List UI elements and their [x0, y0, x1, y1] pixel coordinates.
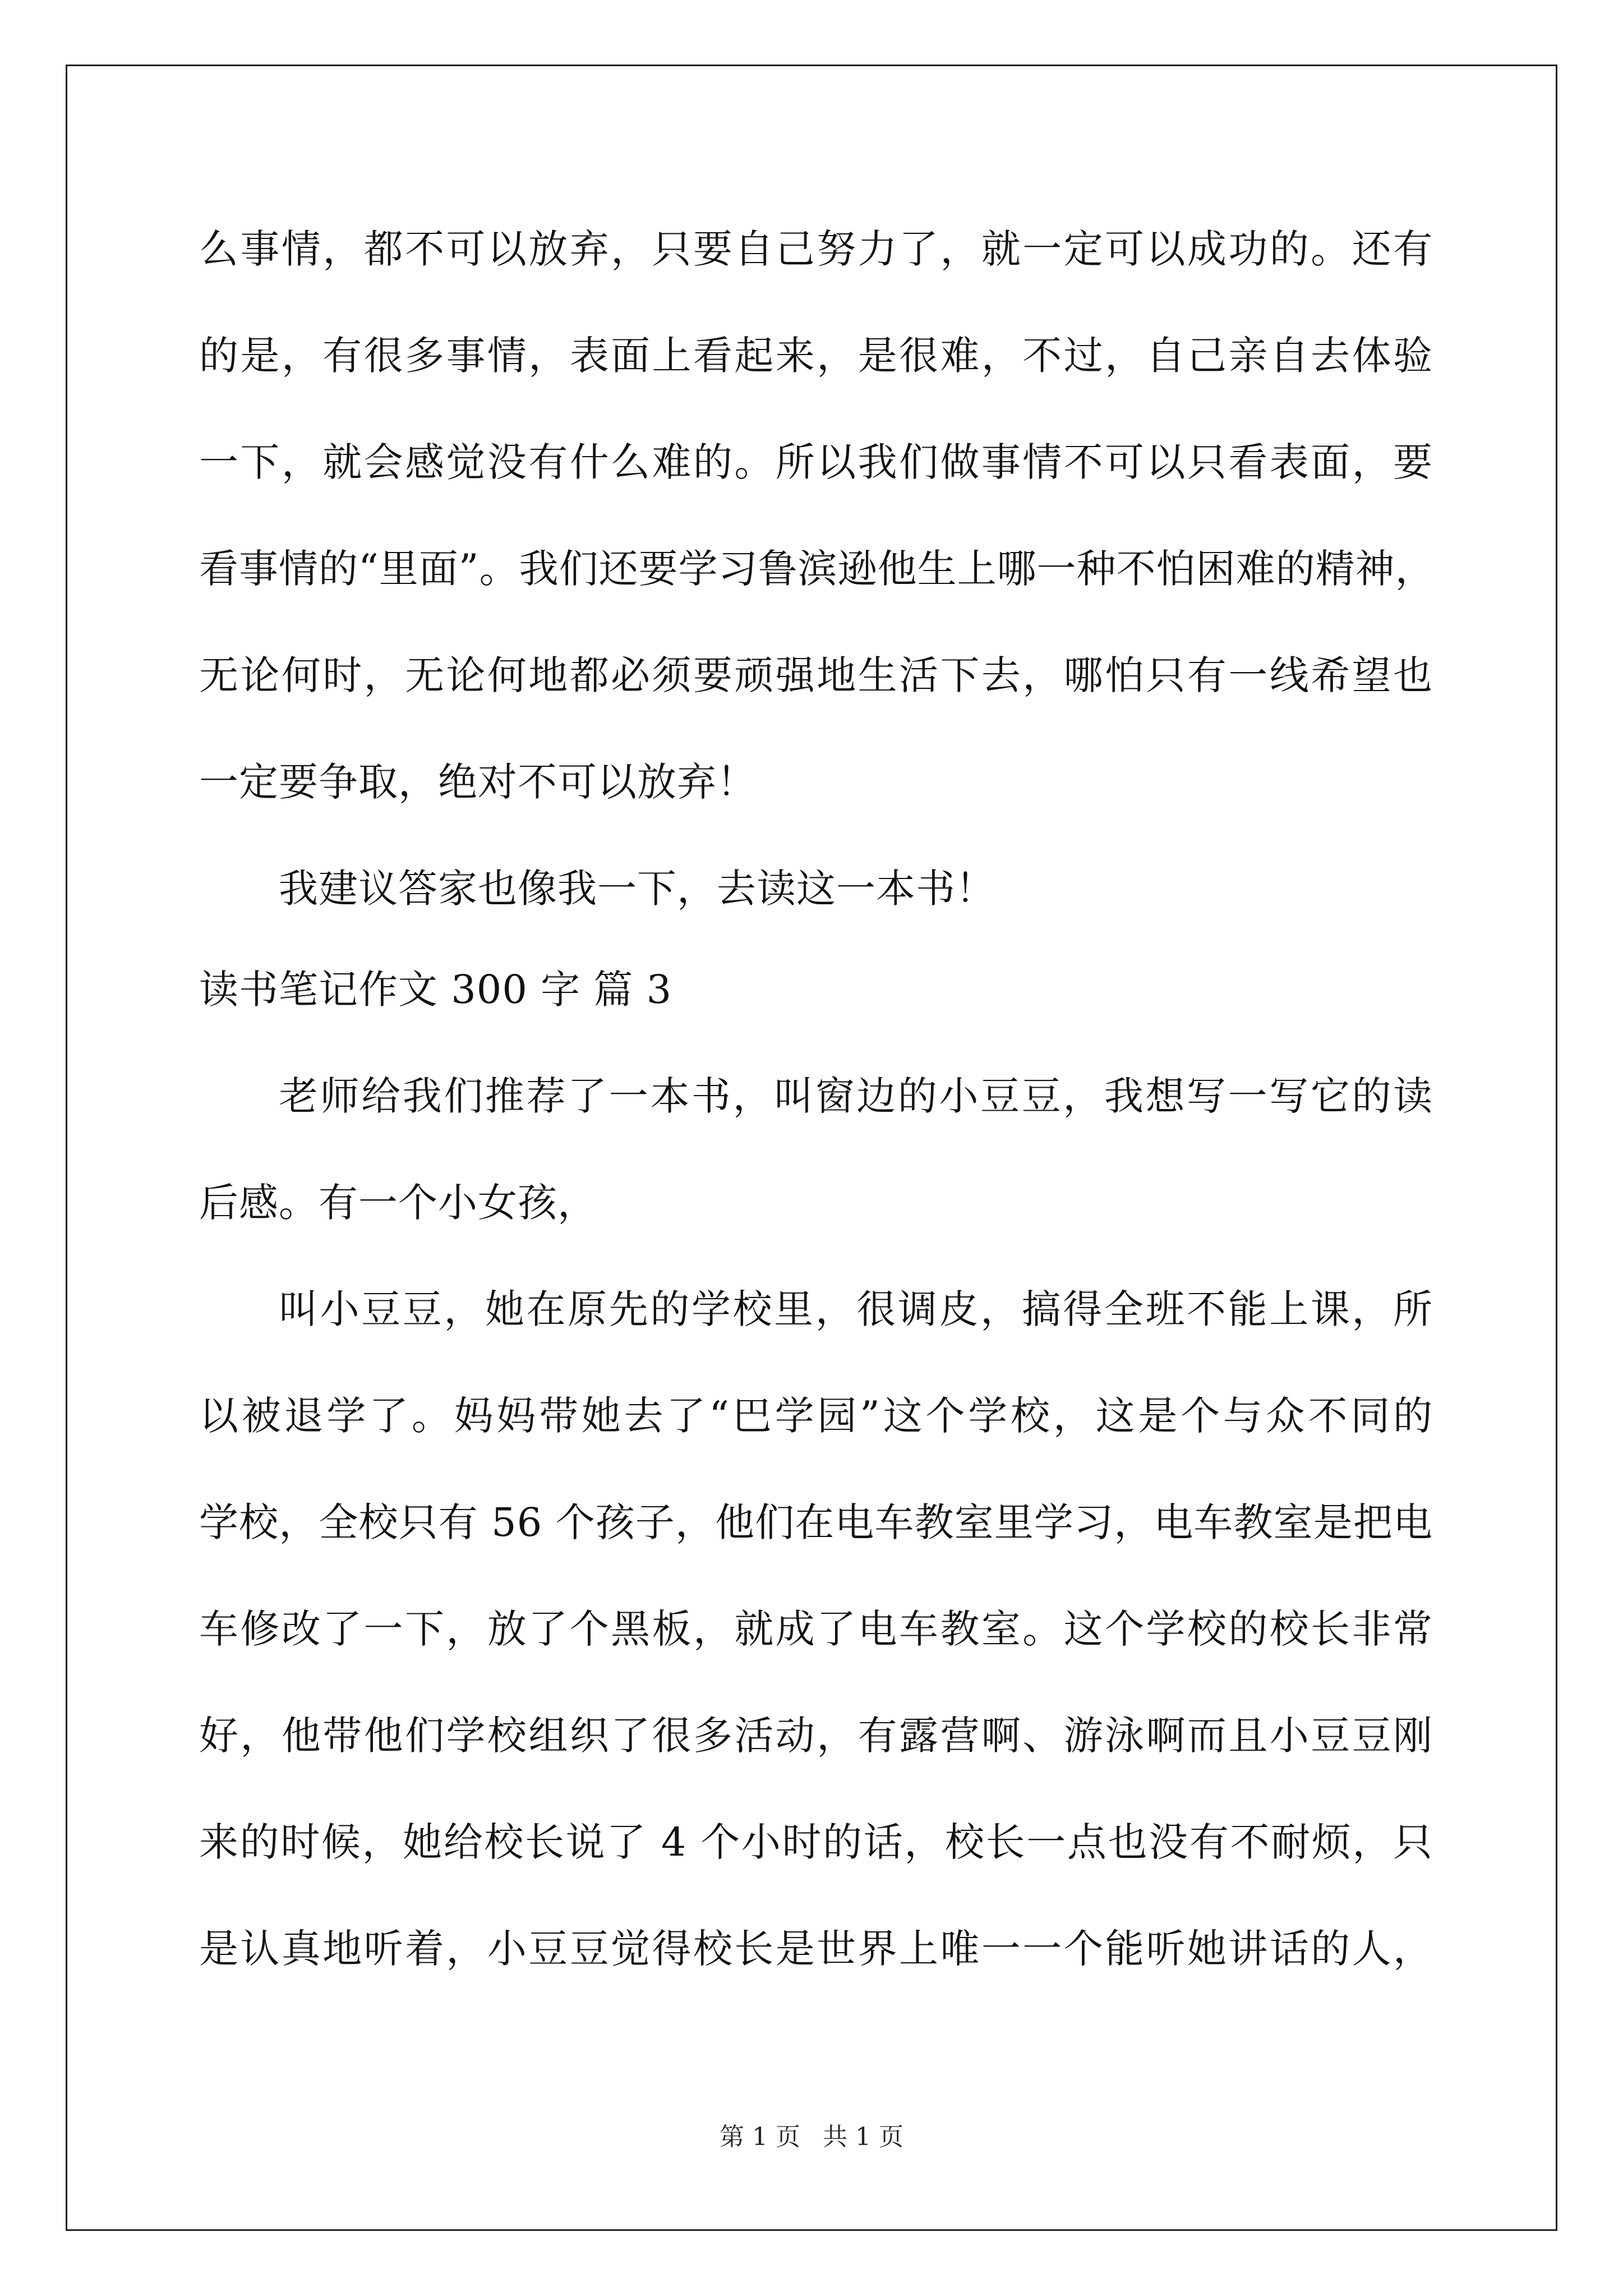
body-line-3: 一下，就会感觉没有什么难的。所以我们做事情不可以只看表面，要	[199, 439, 1433, 485]
body-line-11: 叫小豆豆，她在原先的学校里，很调皮，搞得全班不能上课，所	[279, 1286, 1433, 1332]
body-line-6: 一定要争取，绝对不可以放弃！	[199, 759, 757, 805]
body-line-5: 无论何时，无论何地都必须要顽强地生活下去，哪怕只有一线希望也	[199, 652, 1433, 698]
body-line-10: 后感。有一个小女孩，	[199, 1180, 597, 1226]
body-line-1: 么事情，都不可以放弃，只要自己努力了，就一定可以成功的。还有	[199, 226, 1433, 272]
page-number-total: 共 1 页	[823, 2123, 903, 2151]
page-number-current: 第 1 页	[720, 2123, 800, 2151]
body-line-4: 看事情的“里面”。我们还要学习鲁滨逊他生上哪一种不怕困难的精神，	[199, 546, 1435, 592]
page-border	[66, 65, 1557, 2231]
section-heading: 读书笔记作文 300 字 篇 3	[199, 967, 672, 1013]
body-line-16: 来的时候，她给校长说了 4 个小时的话，校长一点也没有不耐烦，只	[199, 1819, 1433, 1865]
body-line-15: 好，他带他们学校组织了很多活动，有露营啊、游泳啊而且小豆豆刚	[199, 1713, 1433, 1759]
body-line-12: 以被退学了。妈妈带她去了“巴学园”这个学校，这是个与众不同的	[199, 1393, 1433, 1439]
body-line-7: 我建议答家也像我一下，去读这一本书！	[279, 866, 995, 912]
body-line-13: 学校，全校只有 56 个孩子，他们在电车教室里学习，电车教室是把电	[199, 1499, 1433, 1545]
body-line-17: 是认真地听着，小豆豆觉得校长是世界上唯一一个能听她讲话的人，	[199, 1926, 1433, 1972]
body-line-9: 老师给我们推荐了一本书，叫窗边的小豆豆，我想写一写它的读	[279, 1073, 1433, 1119]
page-footer	[0, 2120, 1623, 2154]
body-line-14: 车修改了一下，放了个黑板，就成了电车教室。这个学校的校长非常	[199, 1606, 1433, 1652]
body-line-2: 的是，有很多事情，表面上看起来，是很难，不过，自己亲自去体验	[199, 333, 1433, 379]
